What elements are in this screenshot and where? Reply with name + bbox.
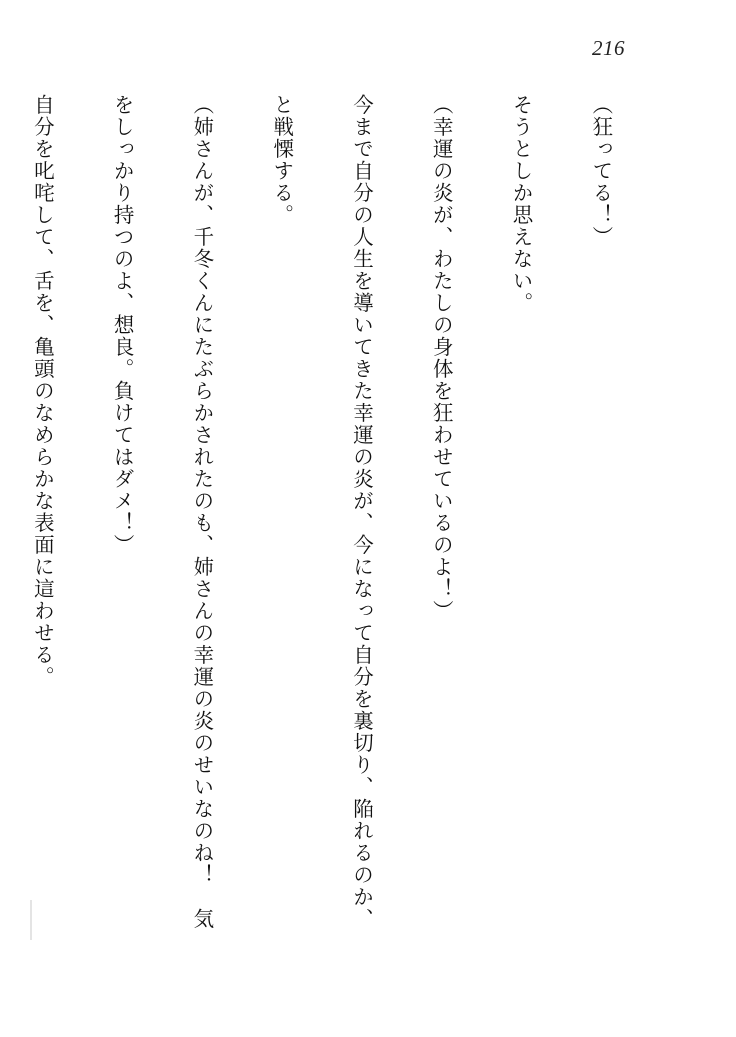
text-line: そうとしか思えない。 — [509, 94, 534, 314]
text-line: と戦慄する。 — [269, 94, 294, 226]
text-line: （狂ってる！） — [588, 94, 613, 248]
text-line: （姉さんが、千冬くんにたぶらかされたのも、姉さんの幸運の炎のせいなのね！ 気 — [189, 94, 214, 930]
page-number: 216 — [592, 36, 625, 60]
text-line: 今まで自分の人生を導いてきた幸運の炎が、今になって自分を裏切り、陥れるのか、 — [349, 94, 374, 930]
text-line: をしっかり持つのよ、想良。負けてはダメ！） — [110, 94, 135, 556]
vertical-body-text — [0, 94, 667, 974]
text-line: 自分を叱咤して、舌を、亀頭のなめらかな表面に這わせる。 — [30, 94, 55, 688]
text-line: （幸運の炎が、わたしの身体を狂わせているのよ！） — [429, 94, 454, 622]
scan-edge-mark — [30, 900, 32, 940]
